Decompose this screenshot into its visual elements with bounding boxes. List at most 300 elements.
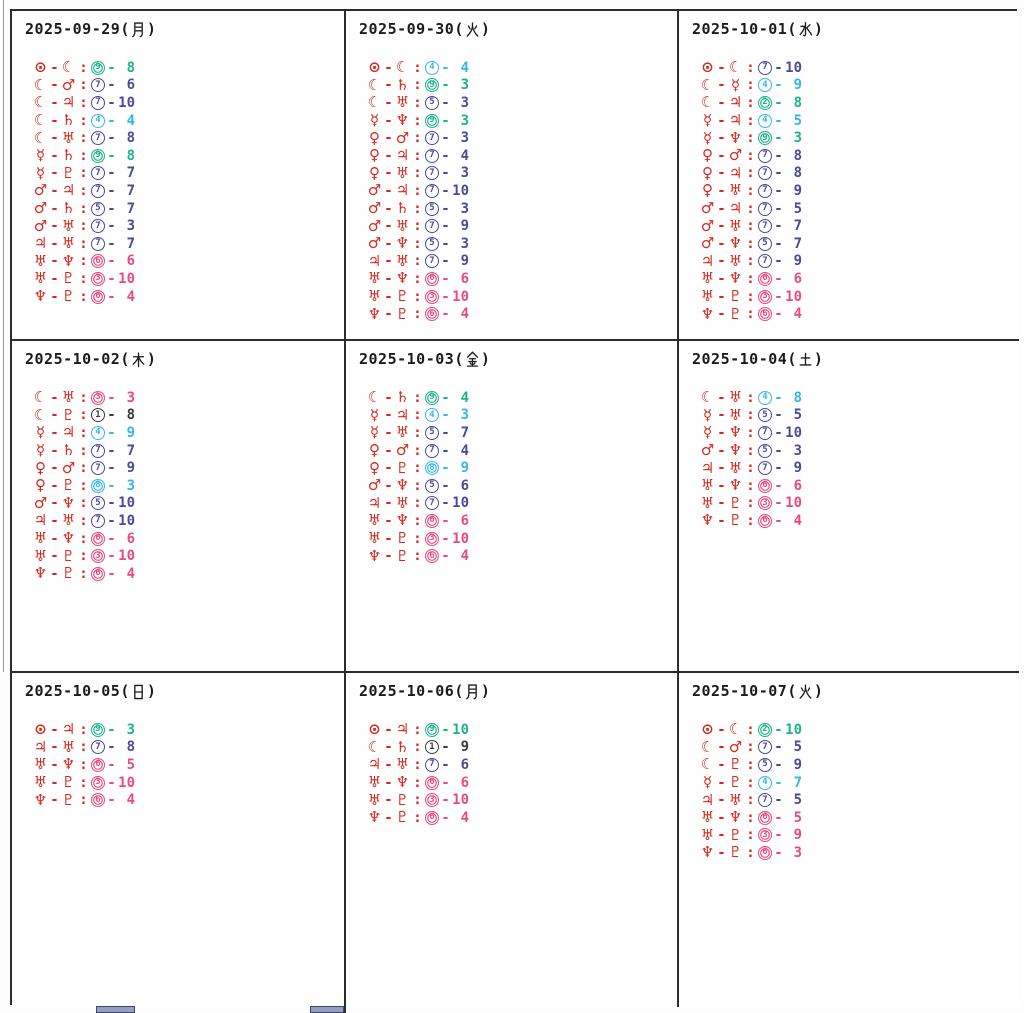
aspect-code-badge: 5 (758, 758, 772, 772)
pair-dash: - (717, 477, 726, 494)
paren-open: ( (454, 20, 464, 38)
aspect-row (699, 94, 1013, 112)
neptune-icon: ♆ (728, 476, 743, 495)
aspect-value: 10 (452, 495, 469, 512)
aspect-value: 10 (785, 288, 802, 305)
pair-dash: - (384, 548, 393, 565)
value-dash: - (774, 389, 783, 406)
aspect-row (699, 809, 1013, 827)
value-dash: - (107, 530, 116, 547)
pair-dash: - (384, 218, 393, 235)
uranus-icon: ♅ (395, 251, 410, 270)
aspect-code-badge: 7 (425, 131, 439, 145)
cell-date-header (359, 19, 671, 39)
aspect-row (699, 305, 1013, 323)
value-dash: - (107, 253, 116, 270)
aspect-code-badge: 2 (758, 96, 772, 110)
colon-separator: : (413, 774, 422, 791)
jupiter-icon: ♃ (700, 790, 715, 809)
pair-dash: - (50, 182, 59, 199)
colon-separator: : (413, 721, 422, 738)
jupiter-icon: ♃ (728, 93, 743, 112)
value-dash: - (441, 200, 450, 217)
aspect-value: 8 (118, 59, 135, 76)
uranus-icon: ♅ (33, 251, 48, 270)
weekday-kanji (798, 351, 813, 369)
aspect-list (25, 59, 338, 305)
value-dash: - (774, 235, 783, 252)
pluto-icon: ♇ (395, 808, 410, 827)
mars-icon: ♂ (33, 216, 48, 235)
value-dash: - (107, 77, 116, 94)
aspect-code-badge: 7 (425, 166, 439, 180)
pair-dash: - (717, 165, 726, 182)
pair-dash: - (717, 200, 726, 217)
pluto-icon: ♇ (395, 529, 410, 548)
jupiter-icon: ♃ (395, 146, 410, 165)
moon-icon: ☾ (33, 93, 48, 112)
mars-icon: ♂ (395, 128, 410, 147)
pair-dash: - (717, 442, 726, 459)
aspect-code-badge: 7 (758, 184, 772, 198)
aspect-row (366, 774, 671, 792)
value-dash: - (107, 774, 116, 791)
colon-separator: : (413, 495, 422, 512)
pair-dash: - (717, 59, 726, 76)
pair-dash: - (50, 270, 59, 287)
value-dash: - (441, 721, 450, 738)
neptune-icon: ♆ (395, 511, 410, 530)
aspect-row (366, 165, 671, 183)
moon-icon: ☾ (33, 405, 48, 424)
uranus-icon: ♅ (61, 234, 76, 253)
day-cell (12, 341, 346, 673)
venus-icon: ♀ (702, 181, 713, 200)
aspect-code-badge: 7 (758, 219, 772, 233)
pair-dash: - (384, 495, 393, 512)
aspect-row (32, 112, 338, 130)
aspect-value: 3 (452, 112, 469, 129)
aspect-row (699, 112, 1013, 130)
neptune-icon: ♆ (395, 111, 410, 130)
aspect-value: 6 (452, 756, 469, 773)
pair-dash: - (50, 495, 59, 512)
value-dash: - (441, 512, 450, 529)
mercury-icon: ☿ (369, 111, 380, 130)
neptune-icon: ♆ (33, 564, 48, 583)
aspect-row (699, 477, 1013, 495)
aspect-row (366, 477, 671, 495)
weekday-kanji (131, 21, 146, 39)
value-dash: - (107, 130, 116, 147)
aspect-value: 6 (785, 270, 802, 287)
aspect-row (699, 235, 1013, 253)
aspect-value: 8 (785, 165, 802, 182)
aspect-value: 5 (785, 792, 802, 809)
jupiter-icon: ♃ (700, 458, 715, 477)
colon-separator: : (79, 756, 88, 773)
mars-icon: ♂ (367, 234, 382, 253)
aspect-row (366, 791, 671, 809)
aspect-code-badge: 5 (425, 426, 439, 440)
aspect-code-badge: 7 (91, 444, 105, 458)
pluto-icon: ♇ (395, 546, 410, 565)
aspect-row (366, 147, 671, 165)
aspect-value: 7 (118, 182, 135, 199)
uranus-icon: ♅ (61, 511, 76, 530)
uranus-icon: ♅ (395, 423, 410, 442)
aspect-code-badge: 7 (758, 166, 772, 180)
pair-dash: - (717, 218, 726, 235)
cell-date-header (692, 19, 1013, 39)
aspect-value: 8 (785, 147, 802, 164)
aspect-row (32, 495, 338, 513)
value-dash: - (441, 270, 450, 287)
pair-dash: - (50, 94, 59, 111)
aspect-code-badge: 6 (425, 549, 439, 563)
aspect-code-badge: 6 (758, 479, 772, 493)
value-dash: - (774, 460, 783, 477)
aspect-code-badge: 7 (758, 254, 772, 268)
aspect-code-badge: 7 (425, 184, 439, 198)
aspect-code-badge: 5 (425, 237, 439, 251)
aspect-value: 3 (118, 477, 135, 494)
aspect-row (366, 809, 671, 827)
pair-dash: - (384, 477, 393, 494)
pair-dash: - (384, 130, 393, 147)
value-dash: - (441, 424, 450, 441)
uranus-icon: ♅ (367, 529, 382, 548)
colon-separator: : (746, 792, 755, 809)
value-dash: - (107, 147, 116, 164)
aspect-value: 4 (452, 306, 469, 323)
value-dash: - (774, 721, 783, 738)
value-dash: - (774, 739, 783, 756)
aspect-row (32, 94, 338, 112)
pluto-icon: ♇ (395, 790, 410, 809)
mercury-icon: ☿ (702, 128, 713, 147)
aspect-code-badge: 9 (425, 78, 439, 92)
aspect-code-badge: 5 (758, 237, 772, 251)
aspect-code-badge: 7 (758, 740, 772, 754)
uranus-icon: ♅ (728, 790, 743, 809)
colon-separator: : (413, 94, 422, 111)
sun-icon: ⊙ (34, 720, 47, 739)
date-text: 2025-09-30 (359, 20, 455, 38)
pair-dash: - (50, 774, 59, 791)
aspect-row (366, 129, 671, 147)
aspect-value: 10 (785, 59, 802, 76)
value-dash: - (441, 460, 450, 477)
weekday-kanji (798, 683, 813, 701)
pair-dash: - (717, 809, 726, 826)
aspect-code-badge: 3 (91, 272, 105, 286)
aspect-row (699, 59, 1013, 77)
aspect-row (366, 389, 671, 407)
aspect-code-badge: 5 (425, 202, 439, 216)
aspect-code-badge: 1 (425, 740, 439, 754)
colon-separator: : (746, 253, 755, 270)
aspect-code-badge: 3 (91, 549, 105, 563)
neptune-icon: ♆ (728, 808, 743, 827)
neptune-icon: ♆ (728, 234, 743, 253)
jupiter-icon: ♃ (728, 111, 743, 130)
neptune-icon: ♆ (728, 269, 743, 288)
pair-dash: - (384, 809, 393, 826)
aspect-code-badge: 6 (758, 514, 772, 528)
aspect-row (699, 147, 1013, 165)
saturn-icon: ♄ (61, 441, 76, 460)
aspect-code-badge: 6 (91, 567, 105, 581)
aspect-list (692, 721, 1013, 862)
value-dash: - (441, 389, 450, 406)
aspect-code-badge: 6 (425, 307, 439, 321)
value-dash: - (774, 756, 783, 773)
aspect-value: 5 (785, 200, 802, 217)
value-dash: - (441, 218, 450, 235)
date-text: 2025-10-02 (25, 350, 121, 368)
uranus-icon: ♅ (33, 529, 48, 548)
value-dash: - (774, 270, 783, 287)
neptune-icon: ♆ (395, 234, 410, 253)
scan-edge-line (3, 0, 4, 672)
neptune-icon: ♆ (61, 493, 76, 512)
date-text: 2025-10-03 (359, 350, 455, 368)
moon-icon: ☾ (33, 75, 48, 94)
value-dash: - (774, 809, 783, 826)
aspect-value: 8 (785, 94, 802, 111)
moon-icon: ☾ (367, 75, 382, 94)
value-dash: - (441, 112, 450, 129)
aspect-code-badge: 7 (425, 444, 439, 458)
mercury-icon: ☿ (702, 773, 713, 792)
aspect-value: 10 (118, 270, 135, 287)
saturn-icon: ♄ (395, 388, 410, 407)
value-dash: - (774, 165, 783, 182)
aspect-code-badge: 7 (91, 96, 105, 110)
saturn-icon: ♄ (395, 737, 410, 756)
aspect-value: 3 (452, 200, 469, 217)
mercury-icon: ☿ (35, 163, 46, 182)
value-dash: - (441, 809, 450, 826)
next-row-shaded-block (310, 1006, 344, 1013)
colon-separator: : (413, 389, 422, 406)
aspect-list (359, 721, 671, 827)
colon-separator: : (746, 424, 755, 441)
colon-separator: : (79, 130, 88, 147)
paren-close: ) (146, 350, 157, 368)
mars-icon: ♂ (33, 493, 48, 512)
venus-icon: ♀ (369, 128, 380, 147)
uranus-icon: ♅ (33, 546, 48, 565)
colon-separator: : (413, 548, 422, 565)
aspect-code-badge: 6 (425, 272, 439, 286)
day-cell (679, 673, 1019, 1007)
colon-separator: : (79, 270, 88, 287)
aspect-list (692, 59, 1013, 323)
aspect-row (366, 512, 671, 530)
aspect-value: 9 (785, 756, 802, 773)
aspect-code-badge: 4 (758, 114, 772, 128)
aspect-value: 8 (118, 739, 135, 756)
uranus-icon: ♅ (728, 181, 743, 200)
colon-separator: : (79, 235, 88, 252)
uranus-icon: ♅ (728, 405, 743, 424)
aspect-row (366, 253, 671, 271)
moon-icon: ☾ (700, 75, 715, 94)
value-dash: - (441, 306, 450, 323)
mercury-icon: ☿ (369, 405, 380, 424)
uranus-icon: ♅ (367, 773, 382, 792)
colon-separator: : (413, 407, 422, 424)
value-dash: - (441, 147, 450, 164)
colon-separator: : (79, 495, 88, 512)
uranus-icon: ♅ (700, 808, 715, 827)
aspect-row (699, 129, 1013, 147)
aspect-row (699, 77, 1013, 95)
weekday-kanji (465, 683, 480, 701)
mercury-icon: ☿ (702, 423, 713, 442)
pair-dash: - (384, 739, 393, 756)
aspect-value: 6 (452, 512, 469, 529)
aspect-code-badge: 4 (91, 114, 105, 128)
colon-separator: : (79, 407, 88, 424)
value-dash: - (107, 182, 116, 199)
pair-dash: - (50, 460, 59, 477)
aspect-code-badge: 2 (758, 723, 772, 737)
value-dash: - (441, 288, 450, 305)
aspect-value: 3 (452, 165, 469, 182)
value-dash: - (441, 477, 450, 494)
colon-separator: : (79, 792, 88, 809)
aspect-value: 4 (118, 288, 135, 305)
value-dash: - (107, 200, 116, 217)
moon-icon: ☾ (728, 58, 743, 77)
date-text: 2025-10-07 (692, 682, 788, 700)
pair-dash: - (384, 512, 393, 529)
mars-icon: ♂ (700, 199, 715, 218)
colon-separator: : (746, 460, 755, 477)
aspect-value: 3 (452, 235, 469, 252)
pair-dash: - (717, 270, 726, 287)
aspect-row (32, 477, 338, 495)
aspect-row (32, 459, 338, 477)
value-dash: - (107, 407, 116, 424)
uranus-icon: ♅ (700, 493, 715, 512)
aspect-row (32, 407, 338, 425)
uranus-icon: ♅ (61, 216, 76, 235)
aspect-row (366, 756, 671, 774)
paren-open: ( (120, 350, 130, 368)
value-dash: - (441, 130, 450, 147)
pair-dash: - (50, 77, 59, 94)
value-dash: - (107, 270, 116, 287)
aspect-list (359, 389, 671, 565)
neptune-icon: ♆ (395, 773, 410, 792)
pair-dash: - (50, 548, 59, 565)
aspect-code-badge: 7 (758, 61, 772, 75)
aspect-value: 10 (118, 548, 135, 565)
colon-separator: : (746, 721, 755, 738)
value-dash: - (441, 548, 450, 565)
colon-separator: : (413, 792, 422, 809)
moon-icon: ☾ (700, 388, 715, 407)
colon-separator: : (746, 774, 755, 791)
saturn-icon: ♄ (395, 199, 410, 218)
aspect-row (32, 59, 338, 77)
pair-dash: - (50, 721, 59, 738)
aspect-code-badge: 4 (91, 426, 105, 440)
aspect-code-badge: 5 (425, 479, 439, 493)
aspect-row (699, 495, 1013, 513)
pair-dash: - (384, 774, 393, 791)
aspect-row (699, 844, 1013, 862)
value-dash: - (441, 792, 450, 809)
pair-dash: - (717, 288, 726, 305)
aspect-code-badge: 7 (91, 184, 105, 198)
paren-open: ( (787, 20, 797, 38)
value-dash: - (774, 182, 783, 199)
value-dash: - (441, 530, 450, 547)
pair-dash: - (50, 792, 59, 809)
mars-icon: ♂ (367, 476, 382, 495)
aspect-row (366, 407, 671, 425)
aspect-row (32, 253, 338, 271)
date-text: 2025-10-06 (359, 682, 455, 700)
colon-separator: : (746, 827, 755, 844)
pair-dash: - (50, 130, 59, 147)
colon-separator: : (413, 530, 422, 547)
pair-dash: - (717, 182, 726, 199)
moon-icon: ☾ (700, 737, 715, 756)
aspect-value: 9 (785, 460, 802, 477)
aspect-row (32, 235, 338, 253)
neptune-icon: ♆ (367, 546, 382, 565)
aspect-row (32, 739, 338, 757)
value-dash: - (774, 407, 783, 424)
day-cell (346, 341, 679, 673)
pair-dash: - (384, 270, 393, 287)
colon-separator: : (413, 512, 422, 529)
aspect-code-badge: 7 (91, 166, 105, 180)
uranus-icon: ♅ (728, 251, 743, 270)
value-dash: - (774, 512, 783, 529)
weekday-kanji (465, 21, 480, 39)
uranus-icon: ♅ (61, 737, 76, 756)
pair-dash: - (717, 235, 726, 252)
value-dash: - (107, 59, 116, 76)
value-dash: - (774, 306, 783, 323)
pluto-icon: ♇ (728, 493, 743, 512)
neptune-icon: ♆ (700, 843, 715, 862)
pair-dash: - (717, 739, 726, 756)
colon-separator: : (79, 147, 88, 164)
mars-icon: ♂ (33, 181, 48, 200)
value-dash: - (441, 77, 450, 94)
aspect-row (366, 530, 671, 548)
uranus-icon: ♅ (700, 825, 715, 844)
pair-dash: - (50, 288, 59, 305)
value-dash: - (107, 165, 116, 182)
pair-dash: - (50, 530, 59, 547)
calendar-grid (10, 9, 1017, 1005)
colon-separator: : (413, 739, 422, 756)
cell-date-header (359, 349, 671, 369)
uranus-icon: ♅ (700, 287, 715, 306)
value-dash: - (107, 756, 116, 773)
colon-separator: : (79, 548, 88, 565)
pair-dash: - (717, 721, 726, 738)
